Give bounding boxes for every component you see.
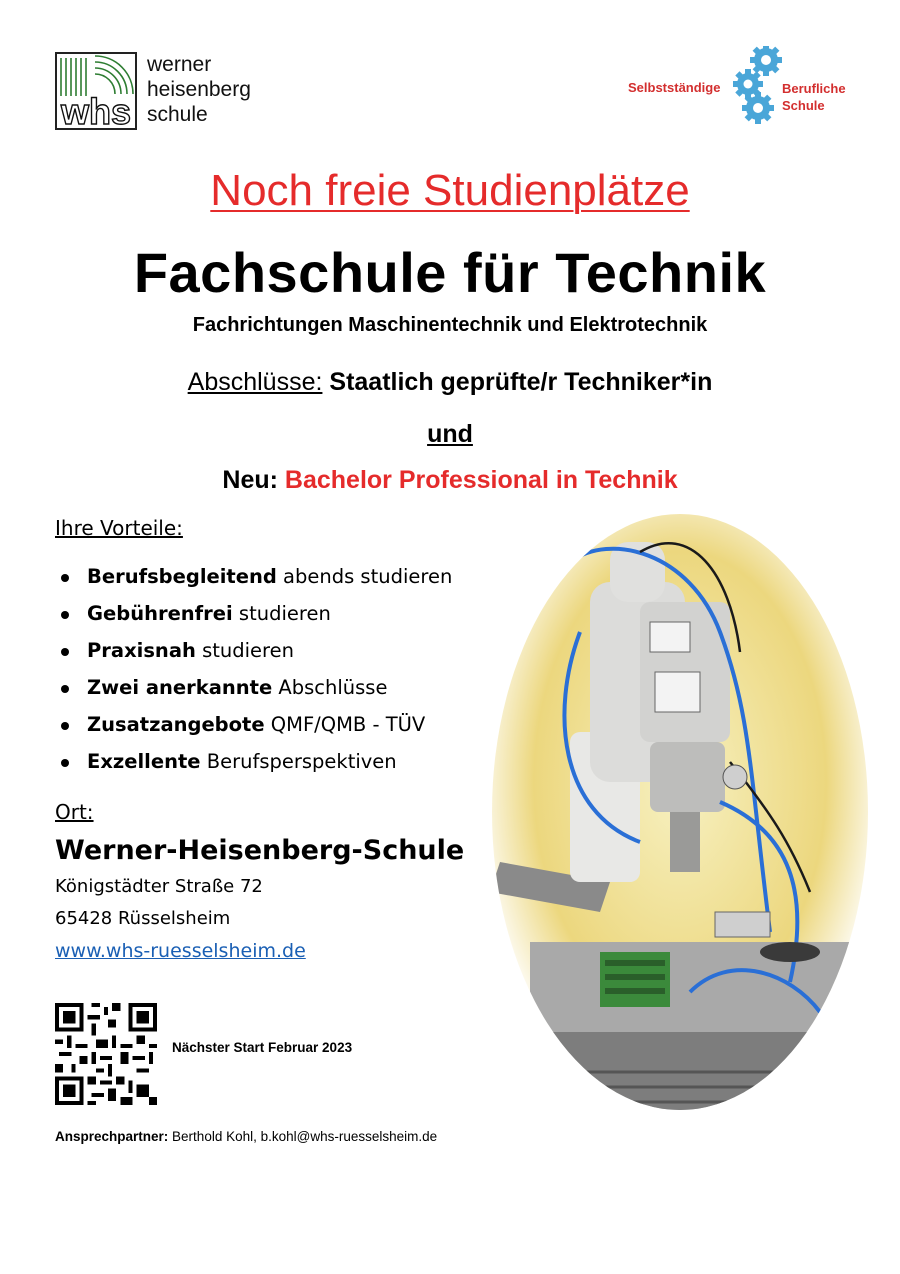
list-item: Praxisnah studieren: [55, 634, 452, 671]
list-item: Zwei anerkannte Abschlüsse: [55, 671, 452, 708]
advantages-title: Ihre Vorteile:: [55, 516, 183, 540]
school-logo-text: werner heisenberg schule: [147, 53, 251, 126]
sbs-logo-text-right: Berufliche Schule: [782, 81, 846, 113]
gears-icon: [728, 46, 786, 126]
list-item: Exzellente Berufsperspektiven: [55, 745, 452, 782]
new-degree-label: Neu:: [222, 466, 278, 494]
new-degree-line: [0, 466, 900, 495]
list-item: Gebührenfrei studieren: [55, 597, 452, 634]
city-address: 65428 Rüsselsheim: [55, 908, 231, 929]
robot-photo: [490, 512, 870, 1112]
location-title: Ort:: [55, 800, 94, 824]
list-item: Berufsbegleitend abends studieren: [55, 560, 452, 597]
school-name: Werner-Heisenberg-Schule: [55, 835, 465, 866]
school-logo: [55, 52, 295, 132]
whs-logo-icon: [55, 52, 137, 130]
page-title: Fachschule für Technik: [133, 241, 767, 304]
website-link[interactable]: www.whs-ruesselsheim.de: [55, 940, 306, 962]
sbs-logo-text-left: Selbstständige: [628, 80, 721, 95]
degrees-connector: und: [427, 420, 473, 448]
subtitle: Fachrichtungen Maschinentechnik und Elektrotechnik: [192, 314, 708, 336]
degrees-label: Abschlüsse:: [187, 368, 323, 396]
svg-text:whs: whs: [60, 91, 132, 130]
qr-code-icon: [55, 1003, 157, 1105]
new-degree-value: Bachelor Professional in Technik: [284, 466, 678, 494]
next-start-info: Nächster Start Februar 2023: [172, 1040, 353, 1055]
headline: Noch freie Studienplätze: [210, 166, 690, 215]
sbs-logo: [628, 46, 858, 126]
degrees-line: [0, 368, 900, 397]
street-address: Königstädter Straße 72: [55, 876, 263, 897]
degrees-value: Staatlich geprüfte/r Techniker*in: [329, 368, 713, 396]
list-item: Zusatzangebote QMF/QMB - TÜV: [55, 708, 452, 745]
contact-info: Ansprechpartner: Berthold Kohl, b.kohl@whs-ruesselsheim.de: [55, 1129, 438, 1144]
advantages-list: [55, 560, 452, 782]
